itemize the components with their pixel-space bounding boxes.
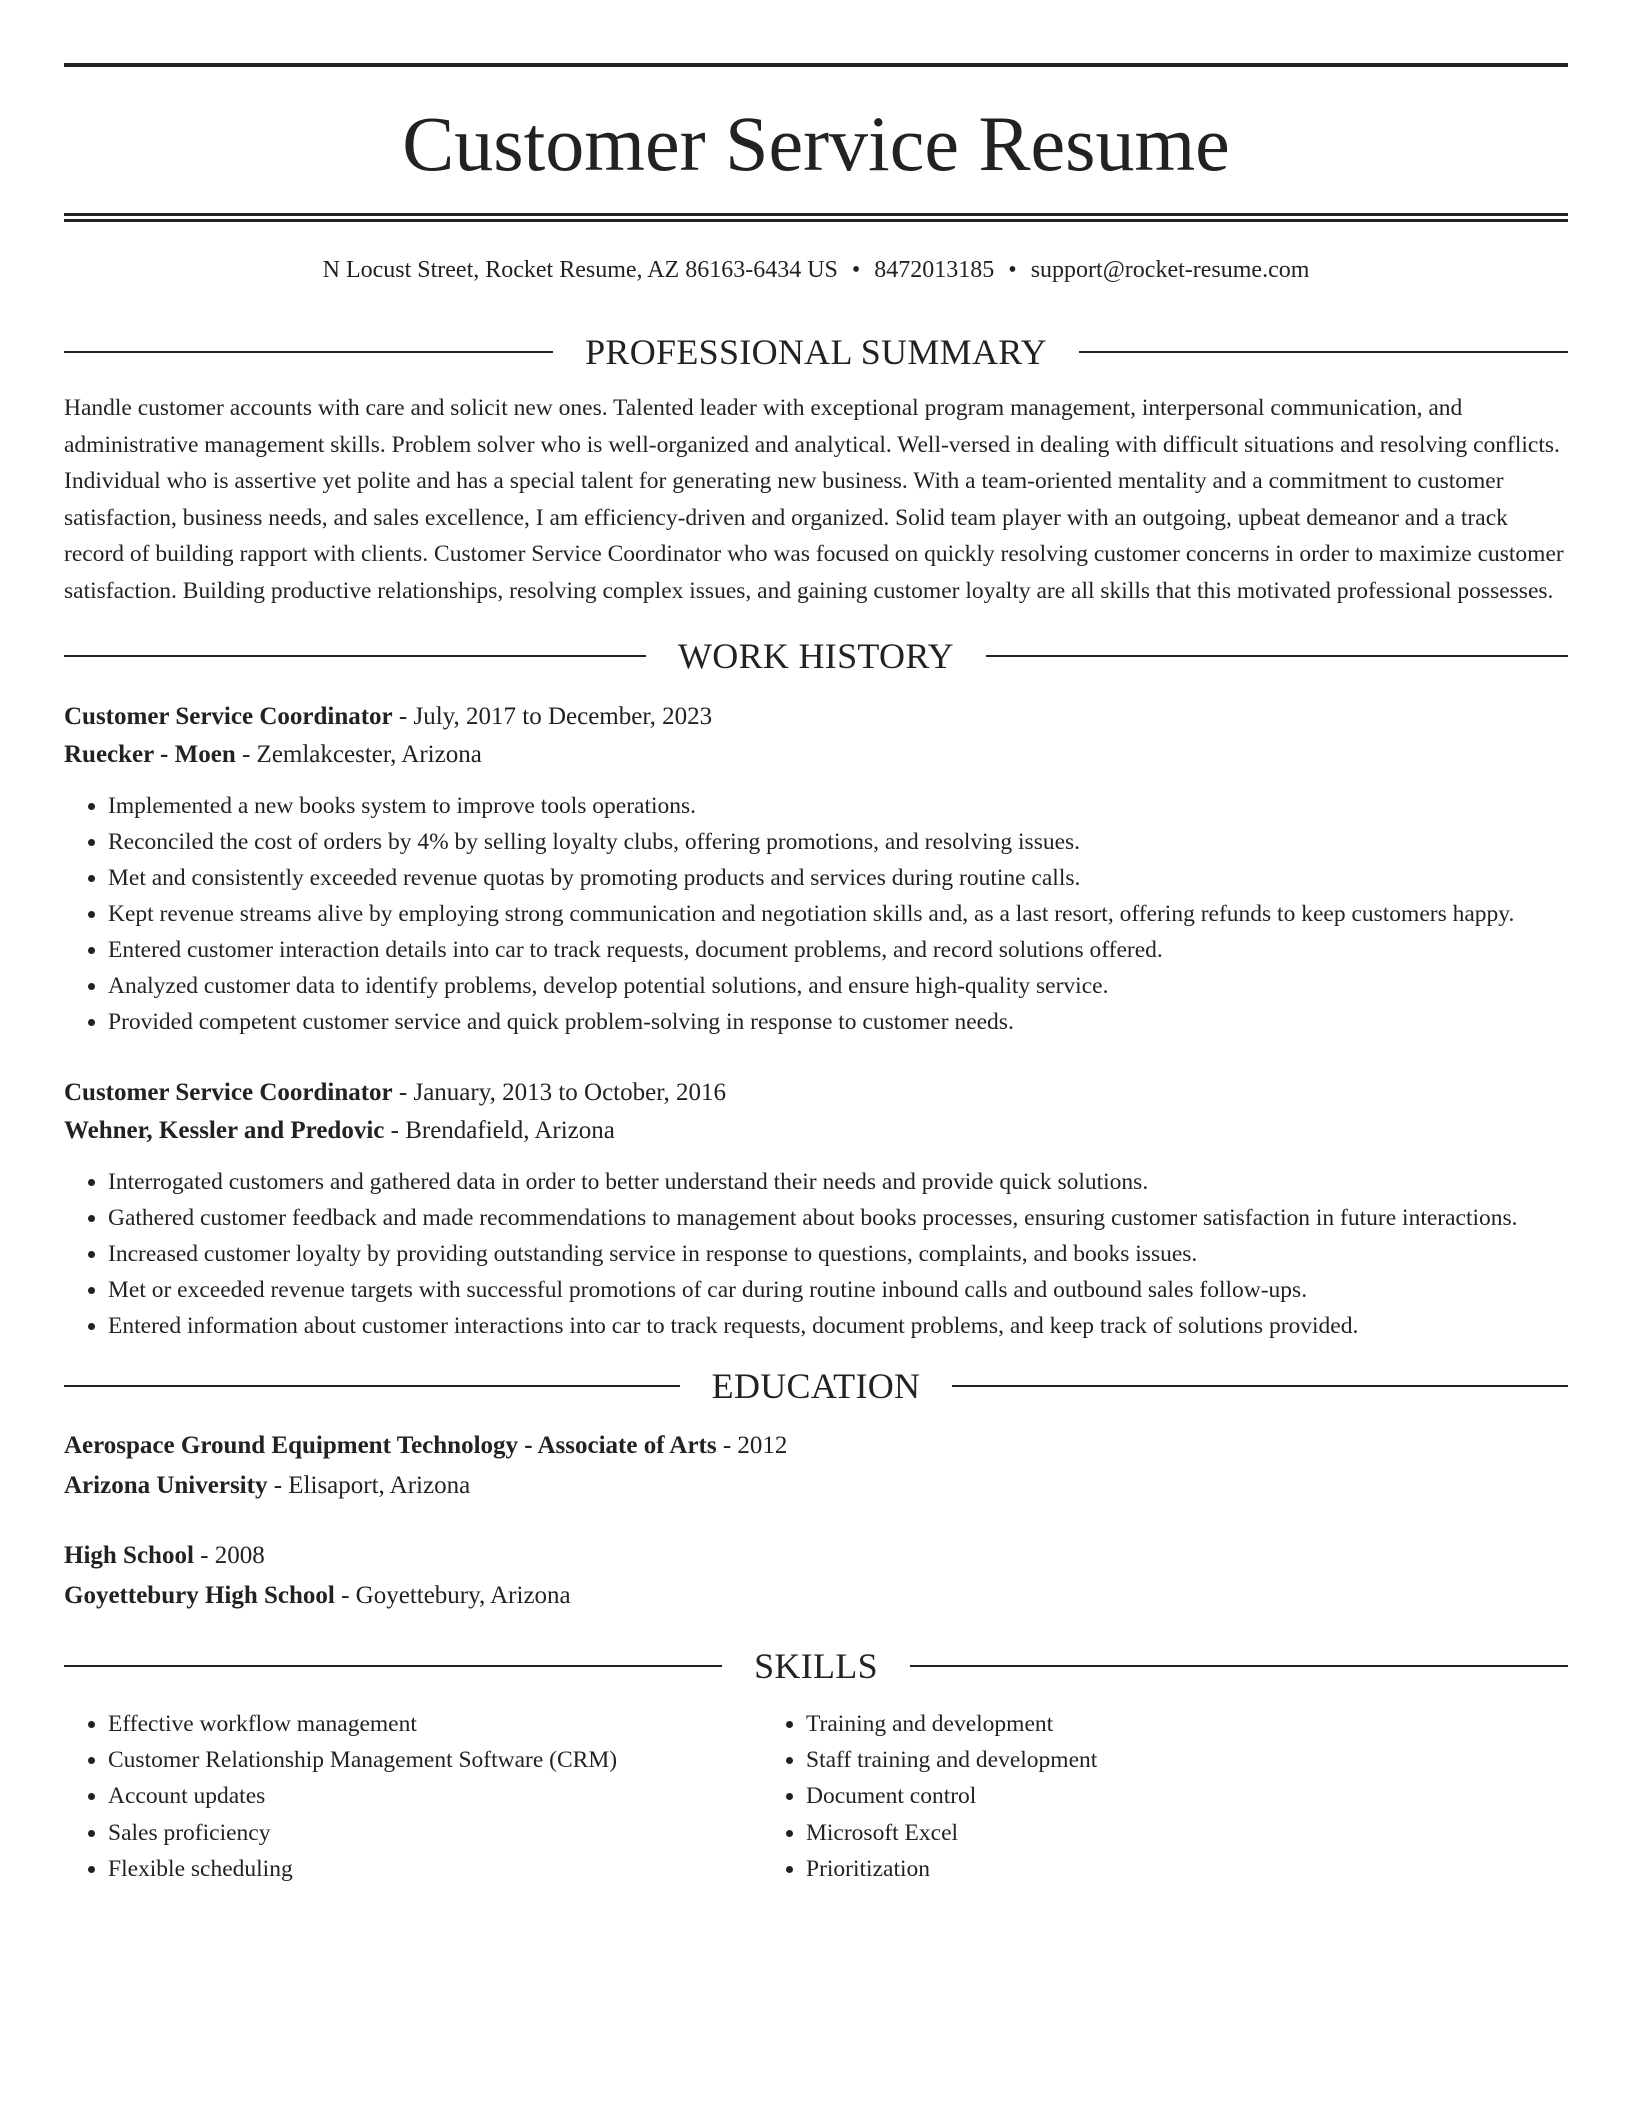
title-double-rule — [64, 213, 1568, 222]
section-heading-education — [64, 1364, 1568, 1408]
job-location: - Brendafield, Arizona — [384, 1116, 615, 1144]
job-bullet: • Gathered customer feedback and made recommendations to management about books processes, ensuring customer satisfaction in future interactions. — [108, 1200, 1568, 1236]
skill-item: • Staff training and development — [806, 1742, 1097, 1778]
contact-separator: • — [851, 257, 861, 283]
job-title: Customer Service Coordinator — [64, 702, 393, 730]
skill-item: • Sales proficiency — [108, 1815, 762, 1851]
contact-separator: • — [1008, 257, 1017, 283]
page-title: Customer Service Resume — [402, 100, 1230, 187]
heading-rule — [952, 1385, 1568, 1387]
job-location: - Zemlakcester, Arizona — [235, 740, 482, 768]
heading-label: SKILLS — [754, 1645, 878, 1686]
job-entry — [64, 698, 1568, 1040]
heading-rule — [64, 1385, 680, 1387]
job-bullet: • Entered customer interaction details into car to track requests, document problems, and record solutions offered. — [108, 932, 1568, 968]
job-bullet: • Increased customer loyalty by providing outstanding service in response to questions, complaints, and books issues. — [108, 1236, 1568, 1272]
education-degree-line — [64, 1536, 1568, 1576]
job-company-line — [64, 1112, 1568, 1150]
heading-label: PROFESSIONAL SUMMARY — [585, 332, 1047, 372]
education-year: - 2008 — [193, 1541, 265, 1569]
job-bullet: • Entered information about customer interactions into car to track requests, document problems, and keep track of solutions provided. — [108, 1308, 1568, 1344]
contact-line — [64, 256, 1568, 284]
job-list — [64, 698, 1568, 1344]
job-bullet: • Reconciled the cost of orders by 4% by selling loyalty clubs, offering promotions, and resolving issues. — [108, 824, 1568, 860]
skill-item: • Flexible scheduling — [108, 1851, 762, 1887]
job-bullet-list — [64, 1164, 1568, 1344]
job-company: Ruecker - Moen — [64, 740, 236, 768]
education-location: - Goyettebury, Arizona — [334, 1581, 571, 1609]
contact-email: support@rocket-resume.com — [1030, 257, 1310, 283]
job-dates: - July, 2017 to December, 2023 — [392, 702, 713, 730]
summary-text: Handle customer accounts with care and solicit new ones. Talented leader with exceptional program management, interpersonal communication, and administrative management skills. Problem solver who is well-organized and analytical. Well-versed in dealing with difficult situations and resolving conflicts. Individual who is assertive yet polite and has a special talent for generating new business. With a team-oriented mentality and a commitment to customer satisfaction, business needs, and sales excellence, I am efficiency-driven and organized. Solid team player with an outgoing, upbeat demeanor and a track record of building rapport with clients. Customer Service Coordinator who was focused on quickly resolving customer concerns in order to maximize customer satisfaction. Building productive relationships, resolving complex issues, and gaining customer loyalty are all skills that this motivated professional possesses. — [64, 395, 1564, 604]
heading-rule — [910, 1665, 1568, 1667]
education-entry — [64, 1536, 1568, 1616]
skill-item: • Prioritization — [806, 1851, 1097, 1887]
job-company: Wehner, Kessler and Predovic — [64, 1116, 385, 1144]
top-rule — [64, 63, 1568, 67]
education-list — [64, 1426, 1568, 1616]
job-title-line — [64, 698, 1568, 736]
skills-columns — [64, 1706, 1568, 1888]
education-school: Arizona University — [64, 1471, 268, 1499]
job-company-line — [64, 736, 1568, 774]
heading-rule — [64, 351, 553, 353]
education-degree: High School — [64, 1541, 194, 1569]
heading-rule — [1079, 351, 1568, 353]
job-bullet: • Interrogated customers and gathered data in order to better understand their needs and provide quick solutions. — [108, 1164, 1568, 1200]
job-dates: - January, 2013 to October, 2016 — [392, 1078, 727, 1106]
skill-item: • Account updates — [108, 1778, 762, 1814]
education-degree: Aerospace Ground Equipment Technology - Associate of Arts — [64, 1431, 717, 1459]
skill-item: • Microsoft Excel — [806, 1815, 1097, 1851]
section-heading-work — [64, 634, 1568, 678]
job-bullet-list — [64, 788, 1568, 1040]
section-heading-summary — [64, 330, 1568, 374]
education-year: - 2012 — [716, 1431, 788, 1459]
skill-item: • Customer Relationship Management Software (CRM) — [108, 1742, 762, 1778]
job-bullet: • Implemented a new books system to improve tools operations. — [108, 788, 1568, 824]
education-entry — [64, 1426, 1568, 1506]
job-bullet: • Met and consistently exceeded revenue quotas by promoting products and services during routine calls. — [108, 860, 1568, 896]
contact-phone: 8472013185 — [874, 257, 995, 283]
contact-address: N Locust Street, Rocket Resume, AZ 86163-6434 US — [322, 257, 838, 283]
heading-rule — [64, 655, 646, 657]
job-bullet: • Provided competent customer service and quick problem-solving in response to customer needs. — [108, 1004, 1568, 1040]
job-bullet: • Analyzed customer data to identify problems, develop potential solutions, and ensure high-quality service. — [108, 968, 1568, 1004]
job-entry — [64, 1074, 1568, 1344]
education-degree-line — [64, 1426, 1568, 1466]
job-title: Customer Service Coordinator — [64, 1078, 393, 1106]
education-school-line — [64, 1466, 1568, 1506]
skill-item: • Document control — [806, 1778, 1097, 1814]
skills-list-right — [762, 1706, 1097, 1888]
job-bullet: • Met or exceeded revenue targets with successful promotions of car during routine inbound calls and outbound sales follow-ups. — [108, 1272, 1568, 1308]
heading-rule — [986, 655, 1568, 657]
education-school-line — [64, 1576, 1568, 1616]
skills-list-left — [64, 1706, 762, 1888]
heading-rule — [64, 1665, 722, 1667]
education-school: Goyettebury High School — [64, 1581, 335, 1609]
heading-label: WORK HISTORY — [678, 635, 954, 676]
heading-label: EDUCATION — [711, 1365, 921, 1406]
job-bullet: • Kept revenue streams alive by employing strong communication and negotiation skills and, as a last resort, offering refunds to keep customers happy. — [108, 896, 1568, 932]
skill-item: • Effective workflow management — [108, 1706, 762, 1742]
education-location: - Elisaport, Arizona — [267, 1471, 471, 1499]
job-title-line — [64, 1074, 1568, 1112]
section-heading-skills — [64, 1644, 1568, 1688]
skill-item: • Training and development — [806, 1706, 1097, 1742]
